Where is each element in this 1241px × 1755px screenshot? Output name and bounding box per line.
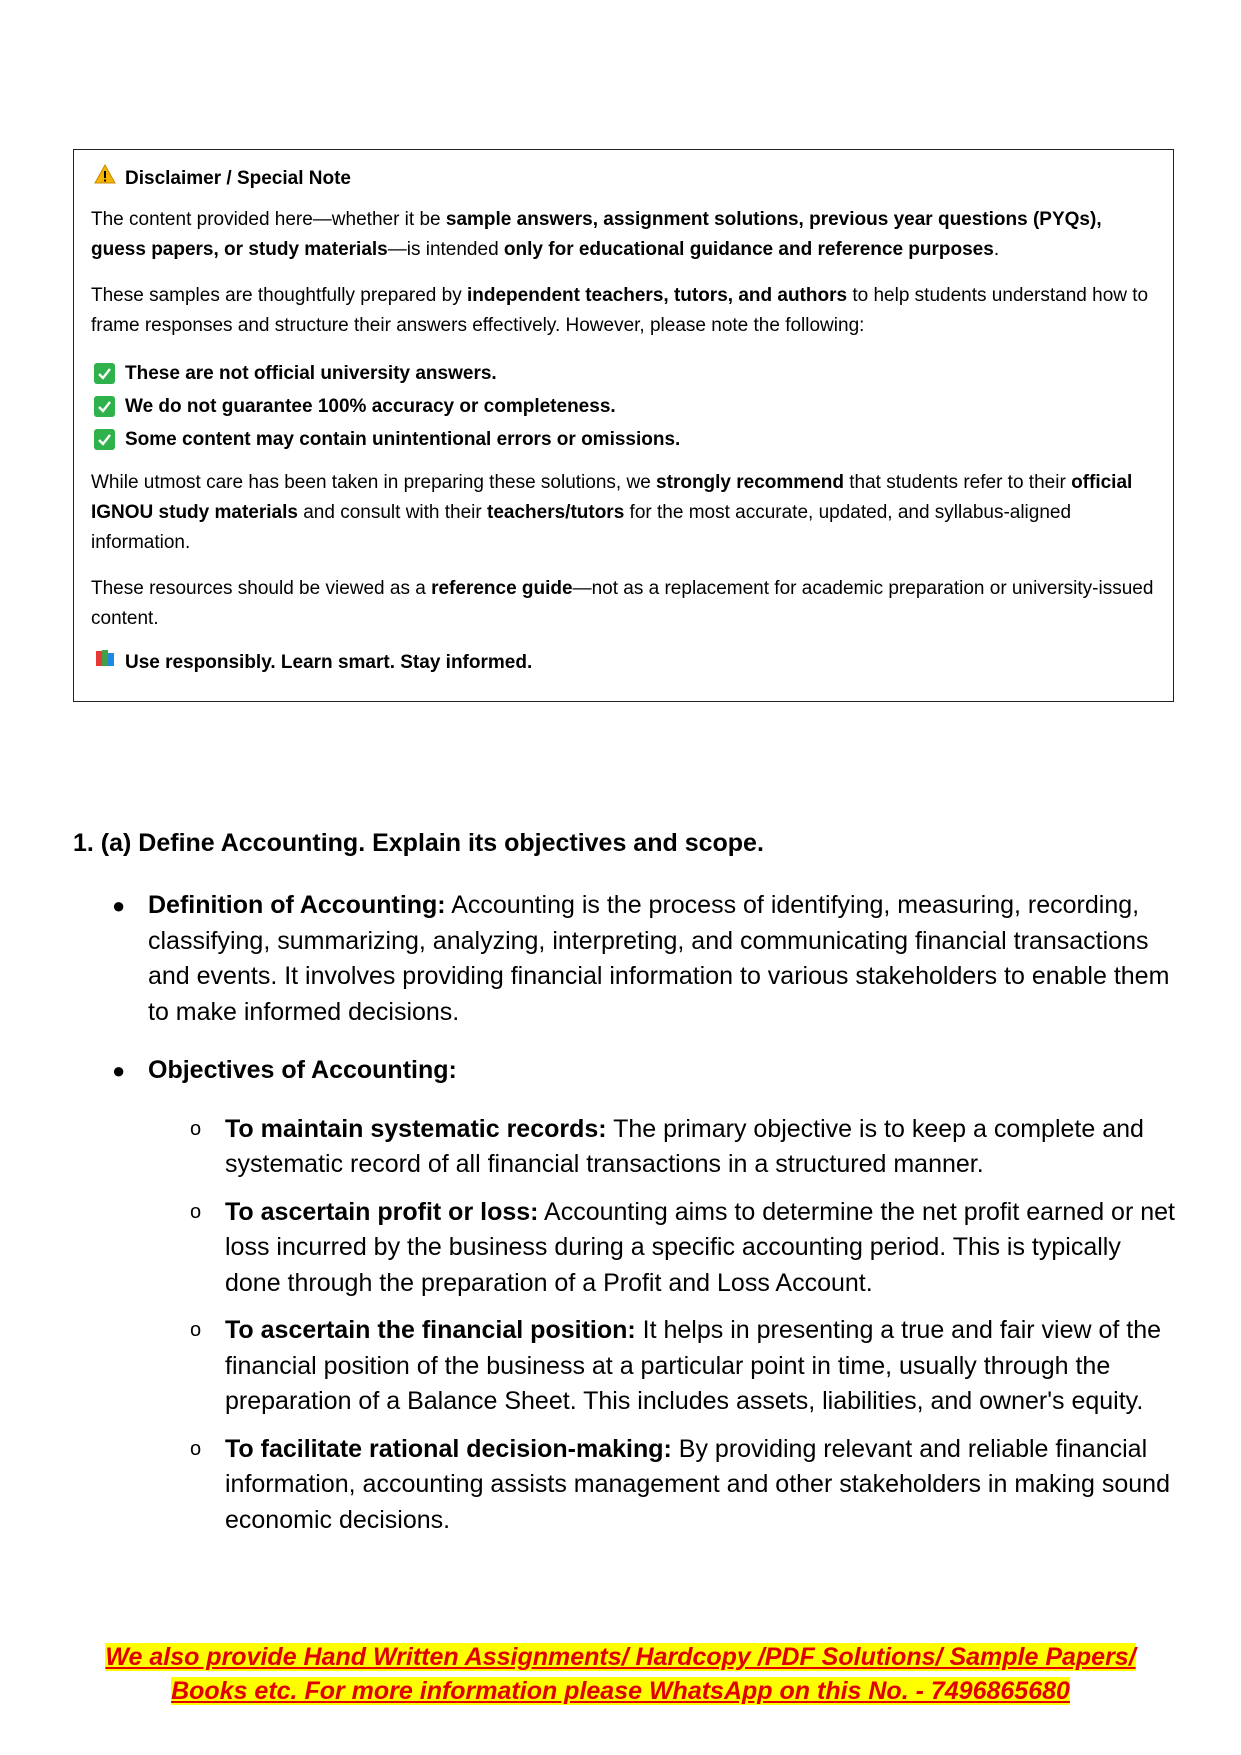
disclaimer-checklist xyxy=(91,357,1157,456)
objective-label: To maintain systematic records: xyxy=(225,1114,607,1143)
objectives-sublist xyxy=(186,1112,1178,1539)
check-item-text: These are not official university answers. xyxy=(125,362,497,384)
definition-item xyxy=(108,888,1178,1030)
check-item xyxy=(91,357,1157,390)
objective-label: To facilitate rational decision-making: xyxy=(225,1434,672,1463)
objective-text: The primary objective is to keep a complete and systematic record of all financial transactions in a structured manner. xyxy=(225,1114,1144,1178)
check-item-text: We do not guarantee 100% accuracy or completeness. xyxy=(125,395,616,417)
disclaimer-paragraph-2 xyxy=(91,281,1157,341)
promo-banner xyxy=(0,1640,1241,1708)
text-segment: strongly recommend xyxy=(656,472,844,493)
objective-item xyxy=(186,1432,1178,1539)
objective-item xyxy=(186,1195,1178,1302)
disclaimer-paragraph-1 xyxy=(91,205,1157,265)
objectives-item xyxy=(108,1053,1178,1089)
disclaimer-paragraph-3 xyxy=(91,468,1157,558)
promo-line-1: We also provide Hand Written Assignments/ Hardcopy /PDF Solutions/ Sample Papers/ xyxy=(105,1643,1136,1671)
text-segment: independent teachers, tutors, and authors xyxy=(467,285,848,306)
text-segment: that students refer to their xyxy=(843,472,1072,493)
circle-bullet: o xyxy=(190,1117,202,1140)
text-segment: While utmost care has been taken in preparing these solutions, we xyxy=(91,472,657,493)
check-mark-icon xyxy=(94,363,115,384)
disclaimer-paragraph-4 xyxy=(91,574,1157,634)
objectives-label: Objectives of Accounting: xyxy=(148,1056,457,1084)
check-mark-icon xyxy=(94,396,115,417)
text-segment: teachers/tutors xyxy=(487,502,625,523)
disclaimer-footer xyxy=(91,648,1157,678)
text-segment: These samples are thoughtfully prepared by xyxy=(91,285,467,306)
circle-bullet: o xyxy=(190,1319,202,1341)
definition-text: Accounting is the process of identifying, measuring, recording, classifying, summarizing, analyzing, interpreting, and communicating financial transactions and events. It involves providing financial information to various stakeholders to enable them to make informed decisions. xyxy=(148,891,1170,1026)
text-segment: . xyxy=(993,239,1000,260)
bullet-dot: ● xyxy=(112,893,126,918)
promo-line-2: Books etc. For more information please WhatsApp on this No. - 7496865680 xyxy=(171,1677,1070,1705)
objective-label: To ascertain profit or loss: xyxy=(225,1197,539,1226)
warning-icon xyxy=(94,164,116,194)
answer-list xyxy=(108,888,1178,1550)
text-segment: only for educational guidance and reference purposes xyxy=(503,239,994,260)
disclaimer-title-text: Disclaimer / Special Note xyxy=(125,168,351,189)
text-segment: for the most accurate, updated, and syllabus-aligned information. xyxy=(91,502,1072,553)
objective-item xyxy=(186,1313,1178,1420)
check-item xyxy=(91,423,1157,456)
disclaimer-title xyxy=(91,164,1157,194)
check-mark-icon xyxy=(94,429,115,450)
objective-text: Accounting aims to determine the net profit earned or net loss incurred by the business during a specific accounting period. This is typically done through the preparation of a Profit and Loss Account. xyxy=(225,1197,1175,1297)
circle-bullet: o xyxy=(190,1200,202,1223)
text-segment: official IGNOU study materials xyxy=(91,472,1133,523)
circle-bullet: o xyxy=(190,1437,202,1460)
objective-label: To ascertain the financial position: xyxy=(225,1316,636,1344)
text-segment: sample answers, assignment solutions, previous year questions (PYQs), guess papers, or study materials xyxy=(91,209,1102,260)
check-item-text: Some content may contain unintentional errors or omissions. xyxy=(125,428,681,450)
objective-text: It helps in presenting a true and fair view of the financial position of the business at a particular point in time, usually through the preparation of a Balance Sheet. This includes assets, liabilities, and owner's equity. xyxy=(225,1316,1162,1415)
text-segment: These resources should be viewed as a xyxy=(91,578,432,599)
objective-text: By providing relevant and reliable financial information, accounting assists management and other stakeholders in making sound economic decisions. xyxy=(225,1434,1170,1534)
books-icon xyxy=(94,648,116,678)
text-segment: The content provided here—whether it be xyxy=(91,209,446,230)
bullet-dot: ● xyxy=(112,1058,126,1083)
definition-label: Definition of Accounting: xyxy=(148,891,446,919)
text-segment: to help students understand how to frame responses and structure their answers effectively. However, please note the following: xyxy=(91,285,1149,336)
objective-item xyxy=(186,1112,1178,1183)
text-segment: and consult with their xyxy=(297,502,487,523)
check-item xyxy=(91,390,1157,423)
text-segment: reference guide xyxy=(431,578,573,599)
disclaimer-box xyxy=(73,149,1174,702)
disclaimer-footer-text: Use responsibly. Learn smart. Stay informed. xyxy=(125,652,533,673)
text-segment: —is intended xyxy=(387,239,504,260)
text-segment: —not as a replacement for academic preparation or university-issued content. xyxy=(91,578,1154,629)
question-heading: 1. (a) Define Accounting. Explain its objectives and scope. xyxy=(73,829,764,857)
